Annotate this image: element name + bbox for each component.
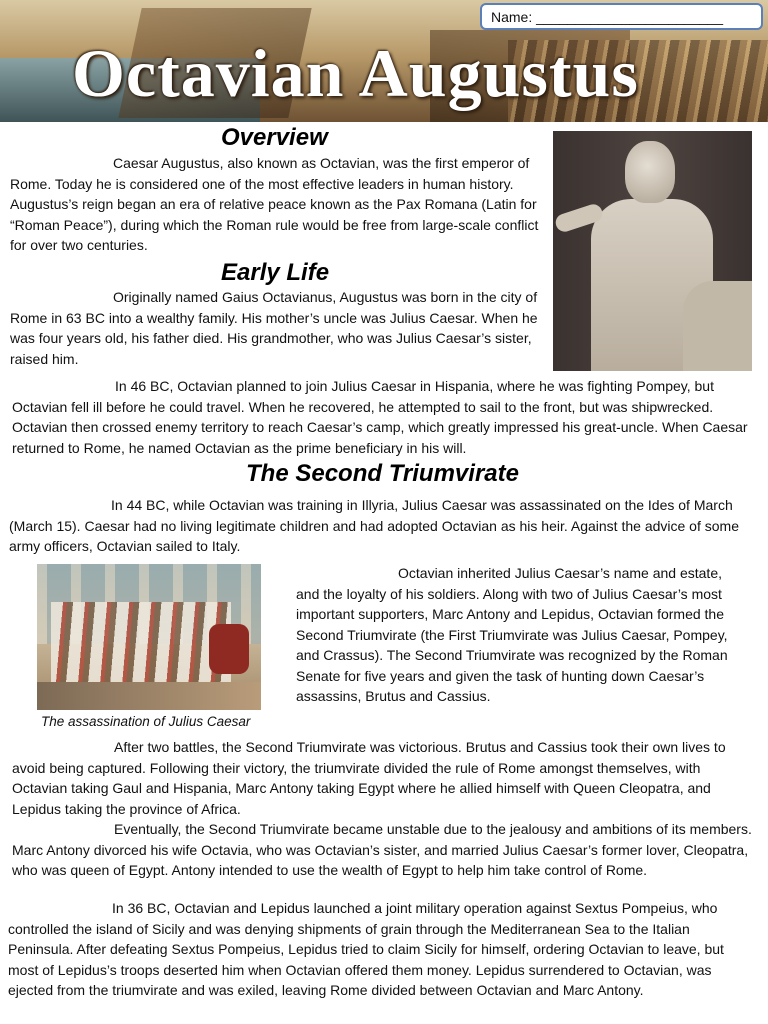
triumvirate-heading: The Second Triumvirate [246, 460, 519, 487]
name-field[interactable]: Name: ________________________ [480, 3, 763, 30]
triumvirate-paragraph-5: In 36 BC, Octavian and Lepidus launched a joint military operation against Sextus Pompeius, who controlled the island of Sicily and was denying shipments of grain through the Mediterranean Sea to the Italian Peninsula. After defeating Sextus Pompeius, Lepidus tried to claim Sicily for himself, ordering Octavian to leave, but most of Lepidus’s troops deserted him when Octavian offered them money. Lepidus surrendered to Octavian, was ejected from the triumvirate and was exiled, leaving Rome divided between Octavian and Marc Antony. [8, 900, 724, 998]
triumvirate-paragraph-1: In 44 BC, while Octavian was training in Illyria, Julius Caesar was assassinated on the Ides of March (March 15). Caesar had no living legitimate children and had adopted Octavian as his heir. Against the advice of some army officers, Octavian sailed to Italy. [9, 497, 739, 554]
overview-heading: Overview [221, 124, 328, 151]
statue-head [625, 141, 675, 203]
early-life-paragraph-1: Originally named Gaius Octavianus, Augustus was born in the city of Rome in 63 BC into a wealthy family. His mother’s uncle was Julius Caesar. When he was four years old, his father died. His grandmother, who was Julius Caesar’s sister, raised him. [10, 289, 538, 367]
image-caption: The assassination of Julius Caesar [41, 714, 251, 729]
assassination-painting-image [37, 564, 261, 710]
augustus-statue-image [553, 131, 752, 371]
early-life-heading: Early Life [221, 259, 330, 286]
triumvirate-paragraph-2: Octavian inherited Julius Caesar’s name and estate, and the loyalty of his soldiers. Along with two of Julius Caesar’s most important supporters, Marc Antony and Lepidus, Octavian formed the Second Triumvirate (the First Triumvirate was Julius Caesar, Pompey, and Crassus). The Second Triumvirate was recognized by the Roman Senate for five years and given the task of hunting down Caesar’s assassins, Brutus and Cassius. [296, 565, 728, 704]
page-title: Octavian Augustus [72, 35, 639, 111]
painting-floor [37, 682, 261, 710]
painting-figures [51, 602, 231, 692]
overview-paragraph: Caesar Augustus, also known as Octavian, was the first emperor of Rome. Today he is considered one of the most effective leaders in human history. Augustus’s reign began an era of relative peace known as the Pax Romana (Latin for “Roman Peace”), during which the Roman rule would be free from large-scale conflict for over two centuries. [10, 155, 539, 253]
triumvirate-paragraph-4: Eventually, the Second Triumvirate became unstable due to the jealousy and ambitions of its members. Marc Antony divorced his wife Octavia, who was Octavian’s sister, and married Julius Caesar’s former lover, Cleopatra, who was queen of Egypt. Antony intended to use the wealth of Egypt to help him take control of Rome. [12, 821, 752, 878]
painting-red-figure [209, 624, 249, 674]
triumvirate-paragraph-3: After two battles, the Second Triumvirate was victorious. Brutus and Cassius took their own lives to avoid being captured. Following their victory, the triumvirate divided the rule of Rome amongst themselves, with Octavian taking Gaul and Hispania, Marc Antony taking Egypt where he allied himself with Queen Cleopatra, and Lepidus taking the province of Africa. [12, 739, 726, 817]
statue-drape [683, 281, 752, 371]
early-life-paragraph-2: In 46 BC, Octavian planned to join Julius Caesar in Hispania, where he was fighting Pompey, but Octavian fell ill before he could travel. When he recovered, he attempted to sail to the front, but was shipwrecked. Octavian then crossed enemy territory to reach Caesar’s camp, which greatly impressed his great-uncle. When Caesar returned to Rome, he named Octavian as the prime beneficiary in his will. [12, 378, 748, 456]
